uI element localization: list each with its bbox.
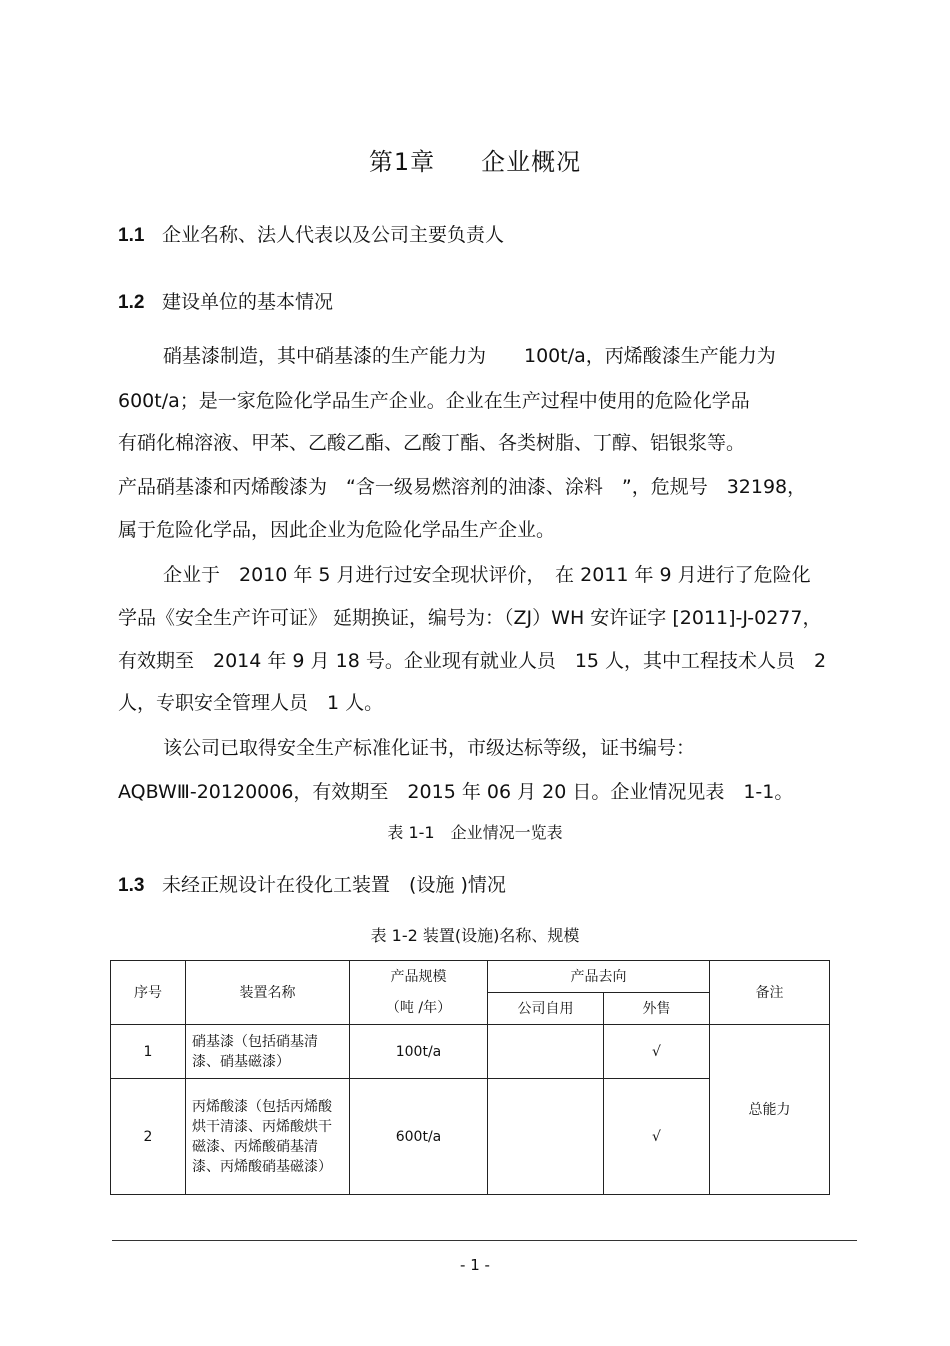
chapter-number: 第1章 xyxy=(368,148,436,176)
cell-name: 丙烯酸漆（包括丙烯酸烘干清漆、丙烯酸烘干磁漆、丙烯酸硝基清漆、丙烯酸硝基磁漆） xyxy=(186,1079,350,1195)
body-line: 有硝化棉溶液、甲苯、乙酸乙酯、乙酸丁酯、各类树脂、丁醇、铝银浆等。 xyxy=(118,432,746,454)
cell-scale: 600t/a xyxy=(350,1079,488,1195)
body-line: 学品《安全生产许可证》 延期换证，编号为：（ZJ）WH 安许证字 [2011]-J-0277， xyxy=(118,607,822,629)
header-scale: 产品规模 xyxy=(350,961,488,993)
body-line: 企业于 2010 年 5 月进行过安全现状评价， 在 2011 年 9 月进行了危险化 xyxy=(163,564,811,586)
header-name: 装置名称 xyxy=(186,961,350,1025)
body-line: 人，专职安全管理人员 1 人。 xyxy=(118,692,384,714)
header-destination: 产品去向 xyxy=(488,961,710,993)
header-self-use: 公司自用 xyxy=(488,993,604,1025)
body-line: 600t/a；是一家危险化学品生产企业。企业在生产过程中使用的危险化学品 xyxy=(118,390,750,412)
body-line: 硝基漆制造，其中硝基漆的生产能力为 100t/a，丙烯酸漆生产能力为 xyxy=(163,345,776,367)
cell-self-use xyxy=(488,1079,604,1195)
cell-self-use xyxy=(488,1025,604,1079)
facility-table xyxy=(110,960,830,1195)
cell-name: 硝基漆（包括硝基清漆、硝基磁漆） xyxy=(186,1025,350,1079)
cell-seq: 2 xyxy=(111,1079,186,1195)
section-heading: 1.2 建设单位的基本情况 xyxy=(118,291,334,313)
footer-rule xyxy=(112,1240,857,1241)
cell-sale: √ xyxy=(604,1025,710,1079)
body-line: 有效期至 2014 年 9 月 18 号。企业现有就业人员 15 人，其中工程技术人员 2 xyxy=(118,650,827,672)
body-line: 该公司已取得安全生产标准化证书，市级达标等级，证书编号： xyxy=(163,737,696,759)
header-scale-unit: （吨 /年） xyxy=(350,993,488,1025)
table-caption: 表 1-2 装置(设施)名称、规模 xyxy=(370,926,580,945)
body-line: 产品硝基漆和丙烯酸漆为 “含一级易燃溶剂的油漆、涂料 ”，危规号 32198， xyxy=(118,476,807,498)
body-line: 属于危险化学品，因此企业为危险化学品生产企业。 xyxy=(118,519,556,541)
page-number: - 1 - xyxy=(460,1256,490,1274)
chapter-name: 企业概况 xyxy=(481,148,582,176)
header-seq: 序号 xyxy=(111,961,186,1025)
cell-sale: √ xyxy=(604,1079,710,1195)
table-caption: 表 1-1 企业情况一览表 xyxy=(387,823,563,842)
cell-note: 总能力 xyxy=(710,1025,830,1195)
cell-seq: 1 xyxy=(111,1025,186,1079)
chapter-title xyxy=(0,142,950,177)
body-line: AQBWⅢ-20120006，有效期至 2015 年 06 月 20 日。企业情况见表 1-1。 xyxy=(118,781,794,803)
header-sale: 外售 xyxy=(604,993,710,1025)
section-heading: 1.3 未经正规设计在役化工装置 (设施 )情况 xyxy=(118,874,506,896)
section-heading: 1.1 企业名称、法人代表以及公司主要负责人 xyxy=(118,224,505,246)
cell-scale: 100t/a xyxy=(350,1025,488,1079)
header-note: 备注 xyxy=(710,961,830,1025)
table-row xyxy=(111,1025,830,1079)
